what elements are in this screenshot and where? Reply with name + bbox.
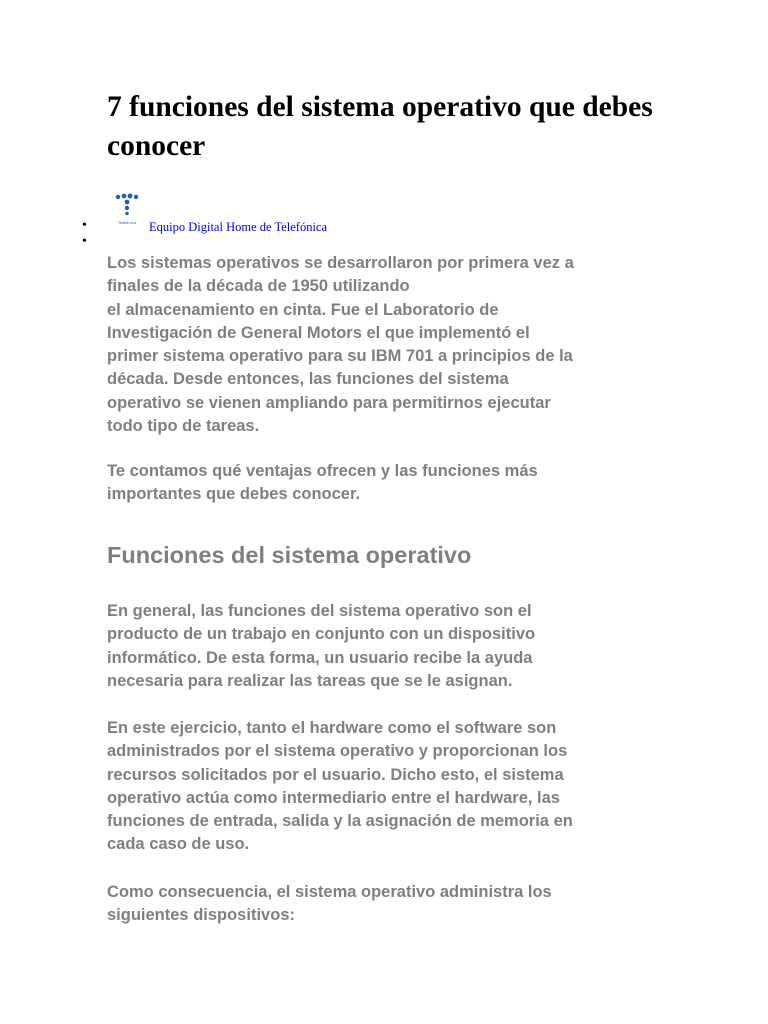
paragraph-line: Te contamos qué ventajas ofrecen y las funciones más [107, 462, 538, 480]
paragraph-line: operativo se vienen ampliando para permitirnos ejecutar [107, 393, 551, 412]
paragraph-line: informático. De esta forma, un usuario recibe la ayuda [107, 648, 533, 667]
paragraph-line: Investigación de General Motors el que implementó el [107, 323, 530, 342]
author-bullet-list [82, 218, 87, 250]
body-paragraph [107, 717, 573, 857]
paragraph-line: todo tipo de tareas. [107, 417, 260, 436]
section-heading: Funciones del sistema operativo [107, 542, 472, 568]
paragraph-line: necesaria para realizar las tareas que se le asignan. [107, 671, 513, 690]
page-title: 7 funciones del sistema operativo que debes conocer [107, 91, 653, 162]
list-item [82, 234, 87, 250]
paragraph-line: finales de la década de 1950 utilizando [107, 277, 410, 296]
paragraph-line: administrados por el sistema operativo y proporcionan los [107, 742, 568, 761]
paragraph-line: siguientes dispositivos: [107, 906, 295, 925]
paragraph-line: Como consecuencia, el sistema operativo administra los [107, 883, 552, 901]
body-paragraph [107, 460, 538, 507]
author-link[interactable]: Equipo Digital Home de Telefónica [149, 220, 328, 234]
paragraph-line: década. Desde entonces, las funciones del sistema [107, 370, 509, 389]
paragraph-line: primer sistema operativo para su IBM 701 a principios de la [107, 347, 573, 366]
paragraph-line: Los sistemas operativos se desarrollaron por primera vez a [107, 254, 574, 272]
paragraph-line: importantes que debes conocer. [107, 485, 361, 504]
paragraph-line: En este ejercicio, tanto el hardware como el software son [107, 719, 557, 737]
paragraph-line: funciones de entrada, salida y la asignación de memoria en [107, 812, 573, 831]
paragraph-line: cada caso de uso. [107, 835, 250, 854]
body-paragraph [107, 600, 535, 693]
paragraph-line: recursos solicitados por el usuario. Dicho esto, el sistema [107, 765, 564, 784]
paragraph-line: producto de un trabajo en conjunto con un dispositivo [107, 625, 536, 644]
paragraph-line: el almacenamiento en cinta. Fue el Laboratorio de [107, 300, 499, 319]
body-paragraph [107, 252, 574, 438]
body-paragraph [107, 881, 552, 928]
telefonica-logo-icon [112, 190, 142, 230]
paragraph-line: En general, las funciones del sistema operativo son el [107, 602, 532, 620]
logo-wordmark: Telefónica [118, 221, 136, 225]
list-item [82, 218, 87, 234]
paragraph-line: operativo actúa como intermediario entre el hardware, las [107, 788, 560, 807]
